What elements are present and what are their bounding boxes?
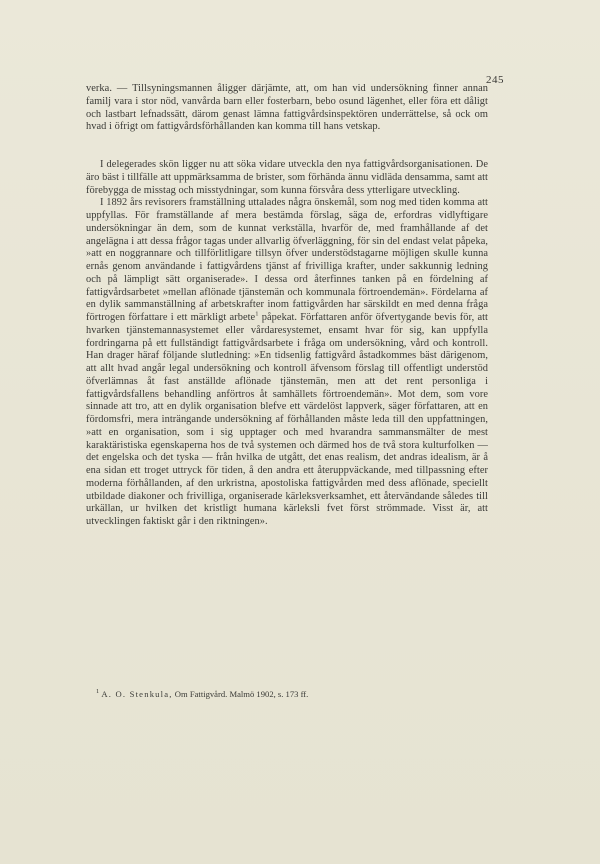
footnote-text: Om Fattigvård. Malmö 1902, s. 173 ff. xyxy=(174,689,309,699)
paragraph-2: I delegerades skön ligger nu att söka vidare utveckla den nya fattigvårdsorganisationen. De äro bäst i tillfälle att uppmärksamma de brister, som förhända ännu vidläda densamma, samt att förebygga de misstag och misstydningar, som kunna försvåra dess ytterligare utveckling. xyxy=(86,159,488,196)
body-text xyxy=(86,83,488,529)
footnote-marker: 1 xyxy=(96,688,100,696)
paragraph-1: verka. — Tillsyningsmannen åligger därjämte, att, om han vid undersökning finner annan familj vara i stor nöd, vanvårda barn eller fosterbarn, bebo osund lägenhet, eller föra ett dåligt och lastbart lefnadssätt, därom genast lämna fattigvårdsinspektören underrättelse, så ock om hvad i öfrigt om fattigvårdsförhållanden kan komma till hans vetskap. xyxy=(86,83,488,133)
paragraph-3 xyxy=(86,197,488,529)
footnote-author: A. O. Stenkula, xyxy=(101,689,173,699)
footnote xyxy=(96,689,486,700)
paragraph-3-part-2: påpekat. Författaren anför öfvertygande bevis för, att hvarken tjänstemannasystemet eller vårdaresystemet, ensamt hvar för sig, kan uppfylla fordringarna på ett fullständigt fattigvårdsarbete i fråga om undersökning, vård och kontroll. Han drager häraf följande slutledning: »En tidsenlig fattigvård åstadkommes bäst därigenom, att allt hvad angår legal undersökning och kontroll äfvensom förslag till offentligt understöd öfverlämnas åt fast anställde aflönade tjänstemän, men att det rent personliga i fattigvårdsfallens behandling anförtros åt samhällets förtroendemän». Mot dem, som vore sinnade att tro, att en dylik organisation blefve ett värdelöst lappverk, säger författaren, att en fördomsfri, mera inträngande undersökning af förhållanden måste leda till den uppfattningen, »att en organisation, som i sig upptager och med hvarandra sammansmälter de mest karaktäristiska egenskaperna hos de två systemen och därmed hos de två stora kulturfolken — det engelska och det tyska — från hvilka de utgått, det enas realism, det andras idealism, är å ena sidan ett troget uttryck för tiden, å den andra ett återuppväckande, med tillpassning efter moderna förhållanden, af den urkristna, apostoliska fattigvården med dess aflönade, speciellt utbildade diakoner och frivilliga, organiserade kärleksverksamhet, ett återvändande således till urkällan, ur hvilken det kristligt humana kärleksli fvet först strömmade. Visst är, att utvecklingen faktiskt går i den riktningen». xyxy=(86,312,488,527)
page-number: 245 xyxy=(486,74,504,86)
paragraph-3-part-1: I 1892 års revisorers framställning uttalades några önskemål, som nog med tiden komma att uppfyllas. För framställande af mera bestämda förslag, säga de, erfordras vidlyftigare undersökningar än dem, som de kunnat verkställa, hvarför de, med framhållande af det angelägna i att dessa frågor tagas under allvarlig öfverläggning, för sin del endast velat påpeka, »att en noggrannare och tillförlitligare tillsyn öfver understödstagarne möjligen skulle kunna ernås genom användande i fattigvårdens tjänst af frivilliga krafter, under sakkunnig ledning och på lämpligt sätt organiserade». I dessa ord återfinnes tanken på en fördelning af fattigvårdsarbetet »mellan aflönade tjänstemän och kommunala förtroendemän». Fördelarna af en dylik sammanställning af arbetskrafter inom fattigvården har särskildt en med denna fråga förtrogen författare i ett märkligt arbete xyxy=(86,197,488,323)
footnote-reference: 1 xyxy=(255,310,259,318)
